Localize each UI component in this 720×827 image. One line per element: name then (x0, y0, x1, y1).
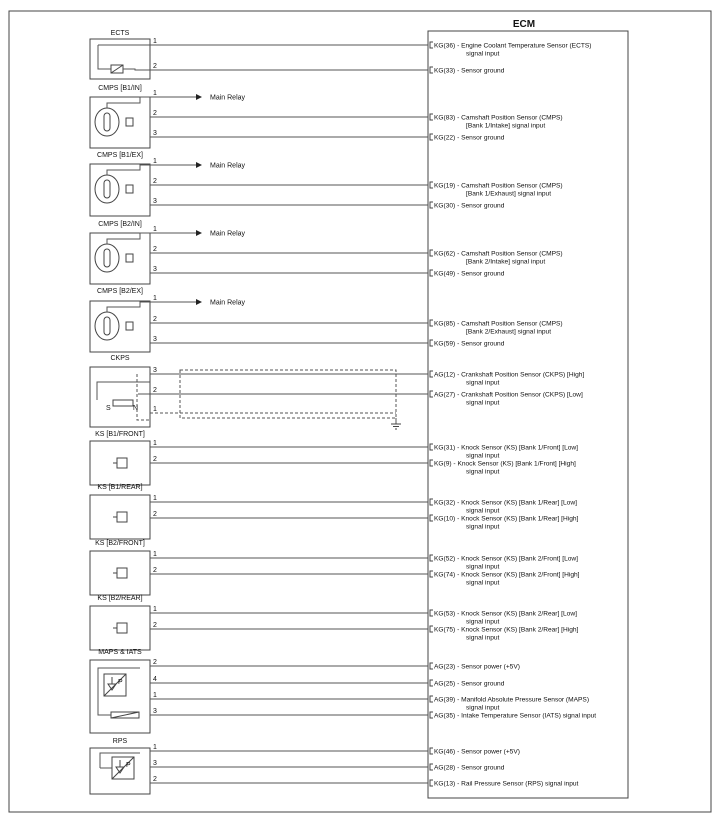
pin-number: 1 (153, 38, 157, 45)
component-name: MAPS & IATS (98, 649, 142, 656)
main-relay-label: Main Relay (210, 162, 246, 170)
component-box (90, 233, 150, 284)
arrow-right-icon (196, 94, 202, 100)
ecm-terminal (430, 460, 433, 466)
component-cmps-b2-ex (90, 288, 563, 352)
component-box (90, 495, 150, 539)
ecm-signal-label: KG(49) - Sensor ground (434, 270, 505, 278)
component-ks-b2-rear (90, 595, 579, 650)
component-maps-iats (90, 649, 596, 733)
ecm-signal-label: KG(75) - Knock Sensor (KS) [Bank 2/Rear] [High] (434, 626, 579, 634)
pin-number: 2 (153, 63, 157, 70)
ecm-signal-label: KG(19) - Camshaft Position Sensor (CMPS) (434, 182, 563, 190)
component-box (90, 301, 150, 352)
pin-number: 3 (153, 708, 157, 715)
component-name: KS [B1/REAR] (97, 484, 143, 491)
ground-icon (391, 424, 401, 429)
pin-number: 2 (153, 567, 157, 574)
component-box (90, 441, 150, 485)
pin-number: 2 (153, 659, 157, 666)
ecm-terminal (430, 712, 433, 718)
sensor-letter-label: P (126, 762, 131, 769)
ecm-signal-label: [Bank 1/Exhaust] signal input (466, 190, 552, 198)
ecm-terminal (430, 764, 433, 770)
ecm-signal-label: KG(36) - Engine Coolant Temperature Sensor (ECTS) (434, 42, 592, 50)
ecm-signal-label: KG(13) - Rail Pressure Sensor (RPS) signal input (434, 780, 579, 788)
component-name: KS [B2/REAR] (97, 595, 143, 602)
pin-number: 1 (153, 90, 157, 97)
ecm-terminal (430, 114, 433, 120)
main-relay-label: Main Relay (210, 299, 246, 307)
ecm-signal-label: KG(85) - Camshaft Position Sensor (CMPS) (434, 320, 563, 328)
pin-number: 1 (153, 551, 157, 558)
ecm-terminal (430, 780, 433, 786)
ecm-signal-label: KG(83) - Camshaft Position Sensor (CMPS) (434, 114, 563, 122)
pin-number: 2 (153, 246, 157, 253)
component-box (90, 367, 150, 427)
pin-number: 3 (153, 266, 157, 273)
ecm-signal-label: signal input (466, 523, 500, 531)
ecm-signal-label: AG(25) - Sensor ground (434, 680, 505, 688)
ecm-signal-label: AG(23) - Sensor power (+5V) (434, 663, 520, 671)
ecm-terminal (430, 444, 433, 450)
pin-number: 1 (153, 406, 157, 413)
ecm-signal-label: KG(30) - Sensor ground (434, 202, 505, 210)
component-cmps-b1-in (90, 85, 563, 148)
ecm-signal-label: KG(32) - Knock Sensor (KS) [Bank 1/Rear] [Low] (434, 499, 577, 507)
ecm-signal-label: AG(35) - Intake Temperature Sensor (IATS) signal input (434, 712, 597, 720)
ecm-signal-label: KG(52) - Knock Sensor (KS) [Bank 2/Front] [Low] (434, 555, 579, 563)
ecm-terminal (430, 42, 433, 48)
component-cmps-b2-in (90, 221, 563, 284)
ecm-terminal (430, 748, 433, 754)
ecm-signal-label: AG(28) - Sensor ground (434, 764, 505, 772)
pin-number: 3 (153, 760, 157, 767)
ecm-signal-label: KG(53) - Knock Sensor (KS) [Bank 2/Rear] [Low] (434, 610, 577, 618)
component-box (90, 551, 150, 595)
ecm-signal-label: AG(39) - Manifold Absolute Pressure Sensor (MAPS) (434, 696, 590, 704)
ecm-signal-label: signal input (466, 579, 500, 587)
pin-number: 2 (153, 316, 157, 323)
ecm-terminal (430, 340, 433, 346)
component-name: CMPS [B2/EX] (97, 288, 143, 295)
ecm-signal-label: [Bank 1/Intake] signal input (466, 122, 546, 130)
main-relay-label: Main Relay (210, 230, 246, 238)
ecm-signal-label: AG(12) - Crankshaft Position Sensor (CKPS) [High] (434, 371, 585, 379)
component-ckps (90, 355, 584, 429)
main-relay-label: Main Relay (210, 94, 246, 102)
component-name: RPS (112, 738, 128, 745)
ecm-signal-label: [Bank 2/Exhaust] signal input (466, 328, 552, 336)
arrow-right-icon (196, 299, 202, 305)
component-name: ECTS (110, 30, 130, 37)
pin-number: 3 (153, 130, 157, 137)
ecm-terminal (430, 134, 433, 140)
component-box (90, 97, 150, 148)
pin-number: 1 (153, 495, 157, 502)
ecm-terminal (430, 696, 433, 702)
arrow-right-icon (196, 230, 202, 236)
ecm-terminal (430, 182, 433, 188)
component-box (90, 606, 150, 650)
pin-number: 2 (153, 387, 157, 394)
ecm-terminal (430, 270, 433, 276)
arrow-right-icon (196, 162, 202, 168)
ecm-terminal (430, 515, 433, 521)
ecm-signal-label: KG(62) - Camshaft Position Sensor (CMPS) (434, 250, 563, 258)
pin-number: 3 (153, 198, 157, 205)
component-ects (90, 30, 591, 79)
switch-n-label: N (133, 405, 139, 412)
ecm-signal-label: KG(74) - Knock Sensor (KS) [Bank 2/Front] [High] (434, 571, 580, 579)
ecm-signal-label: signal input (466, 50, 500, 58)
ecm-terminal (430, 499, 433, 505)
ecm-terminal (430, 663, 433, 669)
ecm-terminal (430, 67, 433, 73)
pin-number: 1 (153, 744, 157, 751)
component-name: CMPS [B1/IN] (98, 85, 142, 92)
component-name: CMPS [B1/EX] (97, 152, 143, 159)
ecm-signal-label: signal input (466, 379, 500, 387)
ecm-signal-label: [Bank 2/Intake] signal input (466, 258, 546, 266)
ecm-terminal (430, 571, 433, 577)
pin-number: 3 (153, 336, 157, 343)
component-ks-b1-front (90, 431, 578, 485)
ecm-signal-label: KG(9) - Knock Sensor (KS) [Bank 1/Front] [High] (434, 460, 576, 468)
pin-number: 4 (153, 676, 157, 683)
ecm-signal-label: KG(31) - Knock Sensor (KS) [Bank 1/Front] [Low] (434, 444, 579, 452)
ecm-signal-label: signal input (466, 468, 500, 476)
ecm-terminal (430, 371, 433, 377)
pin-number: 1 (153, 226, 157, 233)
ecm-terminal (430, 610, 433, 616)
switch-s-label: S (106, 405, 111, 412)
pin-number: 2 (153, 776, 157, 783)
ecm-signal-label: KG(10) - Knock Sensor (KS) [Bank 1/Rear] [High] (434, 515, 579, 523)
ecm-signal-label: signal input (466, 618, 500, 626)
component-name: CKPS (110, 355, 130, 362)
component-name: KS [B2/FRONT] (95, 540, 145, 547)
ecm-signal-label: signal input (466, 507, 500, 515)
ecm-terminal (430, 680, 433, 686)
component-ks-b1-rear (90, 484, 579, 539)
component-ks-b2-front (90, 540, 580, 595)
pin-number: 1 (153, 295, 157, 302)
ecm-signal-label: KG(22) - Sensor ground (434, 134, 505, 142)
component-cmps-b1-ex (90, 152, 563, 216)
ecm-terminal (430, 250, 433, 256)
ecm-terminal (430, 202, 433, 208)
ecm-signal-label: AG(27) - Crankshaft Position Sensor (CKPS) [Low] (434, 391, 583, 399)
sensor-letter-label: P (118, 679, 123, 686)
pin-number: 2 (153, 178, 157, 185)
ecm-signal-label: signal input (466, 399, 500, 407)
pin-number: 1 (153, 440, 157, 447)
ecm-signal-label: signal input (466, 452, 500, 460)
ecm-terminal (430, 626, 433, 632)
pin-number: 1 (153, 692, 157, 699)
ecm-signal-label: KG(46) - Sensor power (+5V) (434, 748, 520, 756)
pin-number: 2 (153, 511, 157, 518)
ecm-terminal (430, 555, 433, 561)
ecm-terminal (430, 320, 433, 326)
ecm-signal-label: signal input (466, 704, 500, 712)
pin-number: 1 (153, 606, 157, 613)
ecm-signal-label: KG(59) - Sensor ground (434, 340, 505, 348)
pin-number: 2 (153, 622, 157, 629)
ecm-signal-label: signal input (466, 634, 500, 642)
pin-number: 2 (153, 110, 157, 117)
component-rps (90, 738, 579, 794)
pin-number: 3 (153, 367, 157, 374)
ecm-terminal (430, 391, 433, 397)
ecm-signal-label: KG(33) - Sensor ground (434, 67, 505, 75)
component-name: CMPS [B2/IN] (98, 221, 142, 228)
ecm-signal-label: signal input (466, 563, 500, 571)
component-box (90, 164, 150, 216)
pin-number: 2 (153, 456, 157, 463)
component-name: KS [B1/FRONT] (95, 431, 145, 438)
pin-number: 1 (153, 158, 157, 165)
ecm-title: ECM (512, 19, 536, 30)
